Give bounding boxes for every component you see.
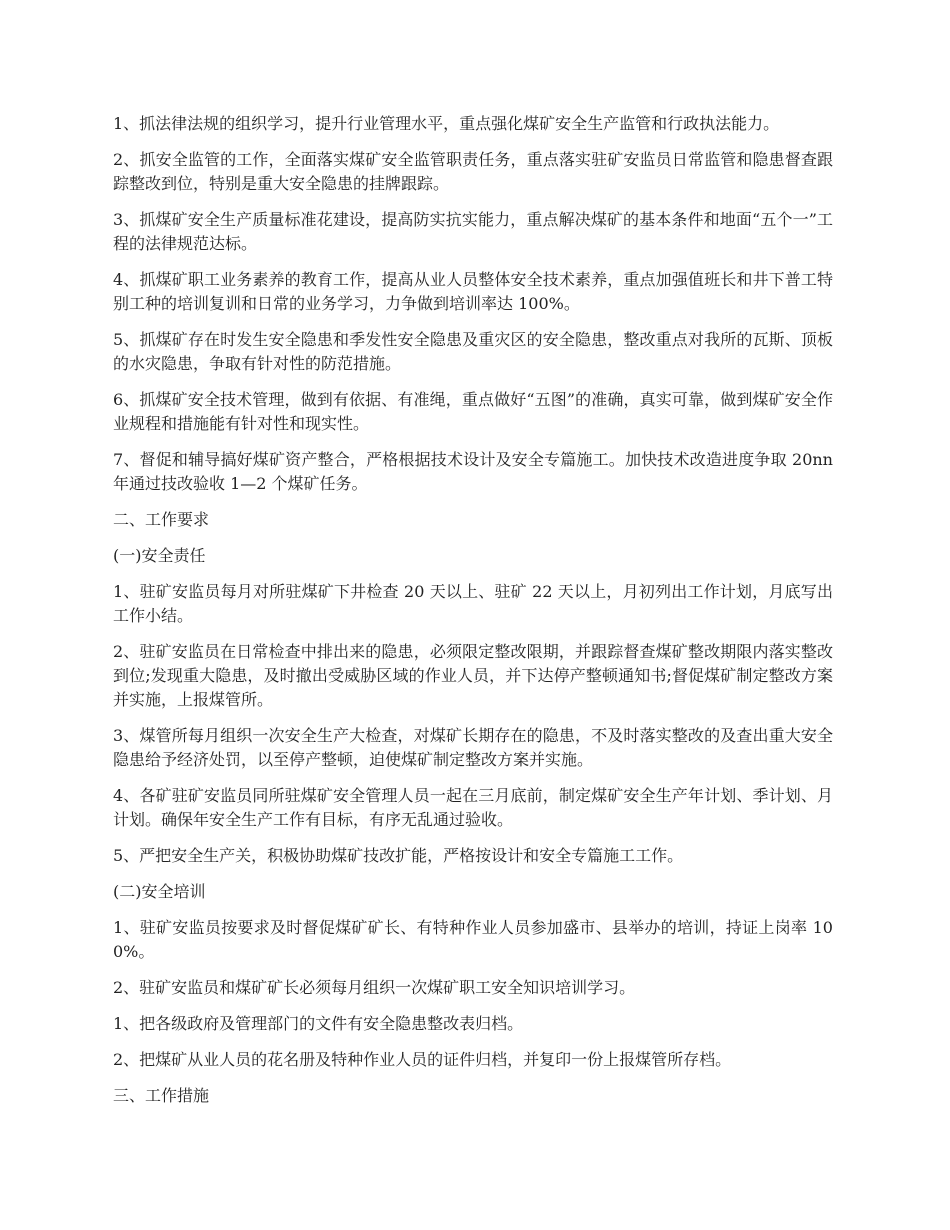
paragraph: 4、抓煤矿职工业务素养的教育工作，提高从业人员整体安全技术素养，重点加强值班长和井下普工特别工种的培训复训和日常的业务学习，力争做到培训率达 100%。 [113, 270, 833, 313]
paragraph: 3、抓煤矿安全生产质量标准花建设，提高防实抗实能力，重点解决煤矿的基本条件和地面“五个一”工程的法律规范达标。 [113, 210, 833, 253]
subsection-heading: (二)安全培训 [113, 882, 206, 901]
paragraph: 1、抓法律法规的组织学习，提升行业管理水平，重点强化煤矿安全生产监管和行政执法能力。 [113, 114, 780, 133]
paragraph: 3、煤管所每月组织一次安全生产大检查，对煤矿长期存在的隐患，不及时落实整改的及查出重大安全隐患给予经济处罚，以至停产整顿，迫使煤矿制定整改方案并实施。 [113, 726, 833, 769]
subsection-heading: (一)安全责任 [113, 546, 206, 565]
paragraph: 1、驻矿安监员按要求及时督促煤矿矿长、有特种作业人员参加盛市、县举办的培训，持证上岗率 100%。 [113, 918, 833, 961]
paragraph: 2、抓安全监管的工作，全面落实煤矿安全监管职责任务，重点落实驻矿安监员日常监管和隐患督查跟踪整改到位，特别是重大安全隐患的挂牌跟踪。 [113, 150, 833, 193]
paragraph: 5、抓煤矿存在时发生安全隐患和季发性安全隐患及重灾区的安全隐患，整改重点对我所的瓦斯、顶板的水灾隐患，争取有针对性的防范措施。 [113, 330, 833, 373]
section-heading: 三、工作措施 [113, 1086, 210, 1105]
paragraph: 4、各矿驻矿安监员同所驻煤矿安全管理人员一起在三月底前，制定煤矿安全生产年计划、季计划、月计划。确保年安全生产工作有目标，有序无乱通过验收。 [113, 786, 833, 829]
paragraph: 1、驻矿安监员每月对所驻煤矿下井检查 20 天以上、驻矿 22 天以上，月初列出工作计划，月底写出工作小结。 [113, 582, 833, 625]
document-page [113, 112, 833, 1120]
section-heading: 二、工作要求 [113, 510, 210, 529]
paragraph: 2、把煤矿从业人员的花名册及特种作业人员的证件归档，并复印一份上报煤管所存档。 [113, 1050, 732, 1069]
paragraph: 1、把各级政府及管理部门的文件有安全隐患整改表归档。 [113, 1014, 524, 1033]
paragraph: 2、驻矿安监员在日常检查中排出来的隐患，必须限定整改限期，并跟踪督查煤矿整改期限内落实整改到位;发现重大隐患，及时撤出受威胁区域的作业人员，并下达停产整顿通知书;督促煤矿制定整改方案并实施，上报煤管所。 [113, 642, 833, 709]
paragraph: 6、抓煤矿安全技术管理，做到有依据、有准绳，重点做好“五图”的准确，真实可靠，做到煤矿安全作业规程和措施能有针对性和现实性。 [113, 390, 833, 433]
paragraph: 5、严把安全生产关，积极协助煤矿技改扩能，严格按设计和安全专篇施工工作。 [113, 846, 684, 865]
paragraph: 7、督促和辅导搞好煤矿资产整合，严格根据技术设计及安全专篇施工。加快技术改造进度争取 20nn 年通过技改验收 1—2 个煤矿任务。 [113, 450, 833, 493]
paragraph: 2、驻矿安监员和煤矿矿长必须每月组织一次煤矿职工安全知识培训学习。 [113, 978, 636, 997]
